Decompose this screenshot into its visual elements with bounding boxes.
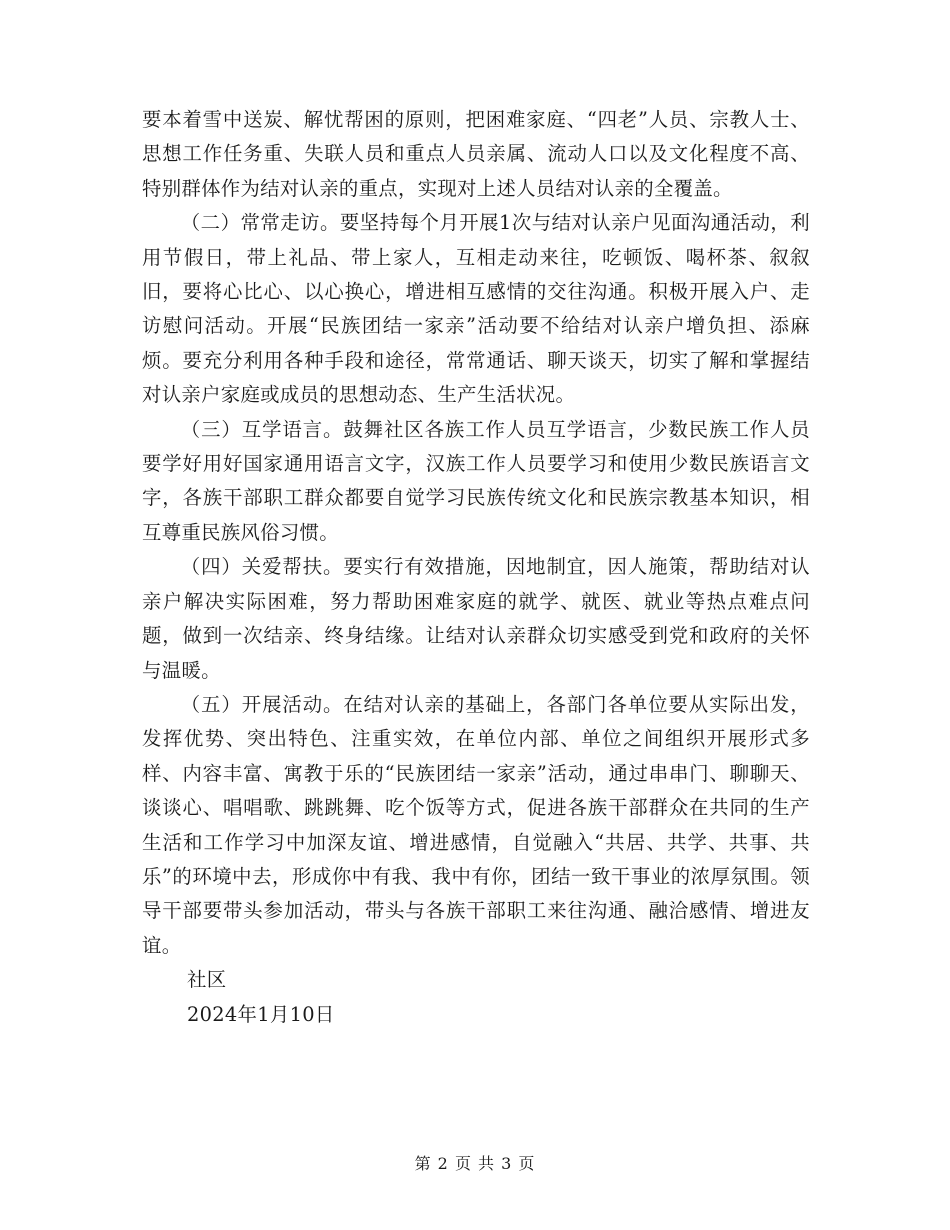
- signature-date: 2024年1月10日: [187, 1002, 335, 1026]
- paragraph-activities: （五）开展活动。在结对认亲的基础上，各部门各单位要从实际出发，发挥优势、突出特色、注重实效，在单位内部、单位之间组织开展形式多样、内容丰富、寓教于乐的“民族团结一家亲”活动，通过串串门、聊聊天、谈谈心、唱唱歌、跳跳舞、吃个饭等方式，促进各族干部群众在共同的生产生活和工作学习中加深友谊、增进感情，自觉融入“共居、共学、共事、共乐”的环境中去，形成你中有我、我中有你，团结一致干事业的浓厚氛围。领导干部要带头参加活动，带头与各族干部职工来往沟通、融洽感情、增进友谊。: [142, 692, 810, 957]
- paragraph-assistance: （四）关爱帮扶。要实行有效措施，因地制宜，因人施策，帮助结对认亲户解决实际困难，努力帮助困难家庭的就学、就医、就业等热点难点问题，做到一次结亲、终身结缘。让结对认亲群众切实感受到党和政府的关怀与温暖。: [142, 555, 810, 682]
- page-number-footer: 第 2 页 共 3 页: [414, 1154, 536, 1173]
- paragraph-language: （三）互学语言。鼓舞社区各族工作人员互学语言，少数民族工作人员要学好用好国家通用语言文字，汉族工作人员要学习和使用少数民族语言文字，各族干部职工群众都要自觉学习民族传统文化和民族宗教基本知识，相互尊重民族风俗习惯。: [142, 417, 810, 544]
- document-body: [142, 103, 810, 1032]
- paragraph-intro: 要本着雪中送炭、解忧帮困的原则，把困难家庭、“四老”人员、宗教人士、思想工作任务重、失联人员和重点人员亲属、流动人口以及文化程度不高、特别群体作为结对认亲的重点，实现对上述人员结对认亲的全覆盖。: [142, 108, 810, 200]
- paragraph-visits: （二）常常走访。要坚持每个月开展1次与结对认亲户见面沟通活动，利用节假日，带上礼品、带上家人，互相走动来往，吃顿饭、喝杯茶、叙叙旧，要将心比心、以心换心，增进相互感情的交往沟通。积极开展入户、走访慰问活动。开展“民族团结一家亲”活动要不给结对认亲户增负担、添麻烦。要充分利用各种手段和途径，常常通话、聊天谈天，切实了解和掌握结对认亲户家庭或成员的思想动态、生产生活状况。: [142, 211, 810, 407]
- signature-organization: 社区: [187, 968, 227, 992]
